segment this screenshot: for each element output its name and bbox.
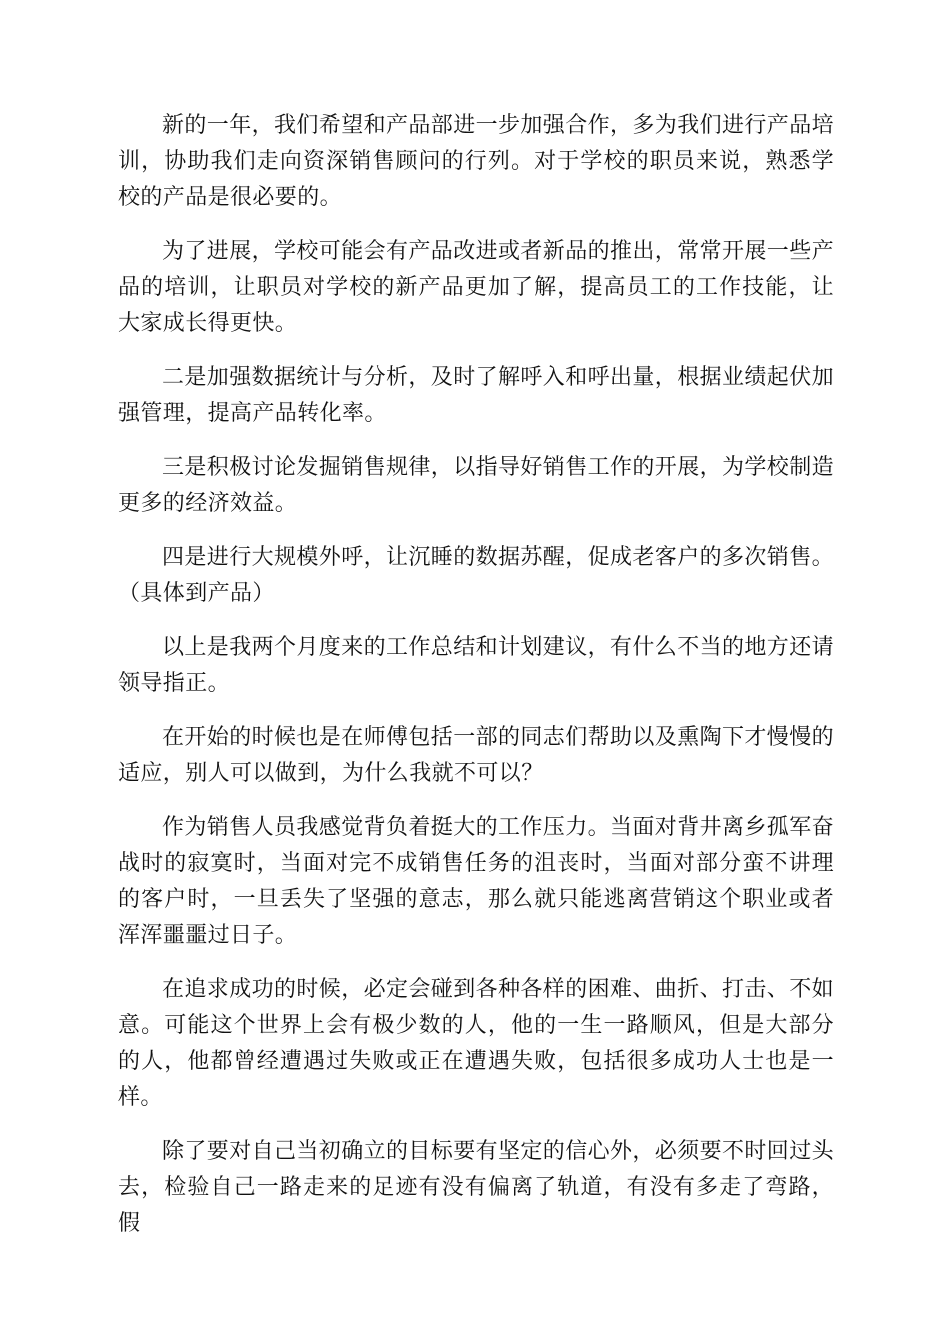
paragraph-2: 为了进展，学校可能会有产品改进或者新品的推出，常常开展一些产品的培训，让职员对学校的新产品更加了解，提高员工的工作技能，让大家成长得更快。 [118,239,835,336]
paragraph-7: 在开始的时候也是在师傅包括一部的同志们帮助以及熏陶下才慢慢的适应，别人可以做到，为什么我就不可以？ [118,725,835,786]
document-page [118,108,834,1260]
paragraph-3: 二是加强数据统计与分析，及时了解呼入和呼出量，根据业绩起伏加强管理，提高产品转化率。 [118,365,835,426]
paragraph-8: 作为销售人员我感觉背负着挺大的工作压力。当面对背井离乡孤军奋战时的寂寞时，当面对完不成销售任务的沮丧时，当面对部分蛮不讲理的客户时，一旦丢失了坚强的意志，那么就只能逃离营销这个职业或者浑浑噩噩过日子。 [118,815,835,948]
paragraph-9: 在追求成功的时候，必定会碰到各种各样的困难、曲折、打击、不如意。可能这个世界上会有极少数的人，他的一生一路顺风，但是大部分的人，他都曾经遭遇过失败或正在遭遇失败，包括很多成功人士也是一样。 [118,977,835,1110]
paragraph-5: 四是进行大规模外呼，让沉睡的数据苏醒，促成老客户的多次销售。（具体到产品） [118,545,835,606]
paragraph-6: 以上是我两个月度来的工作总结和计划建议，有什么不当的地方还请领导指正。 [118,635,835,696]
paragraph-4: 三是积极讨论发掘销售规律，以指导好销售工作的开展，为学校制造更多的经济效益。 [118,455,835,516]
paragraph-1: 新的一年，我们希望和产品部进一步加强合作，多为我们进行产品培训，协助我们走向资深销售顾问的行列。对于学校的职员来说，熟悉学校的产品是很必要的。 [118,113,835,210]
paragraph-10: 除了要对自己当初确立的目标要有坚定的信心外，必须要不时回过头去，检验自己一路走来的足迹有没有偏离了轨道，有没有多走了弯路，假 [118,1139,835,1236]
